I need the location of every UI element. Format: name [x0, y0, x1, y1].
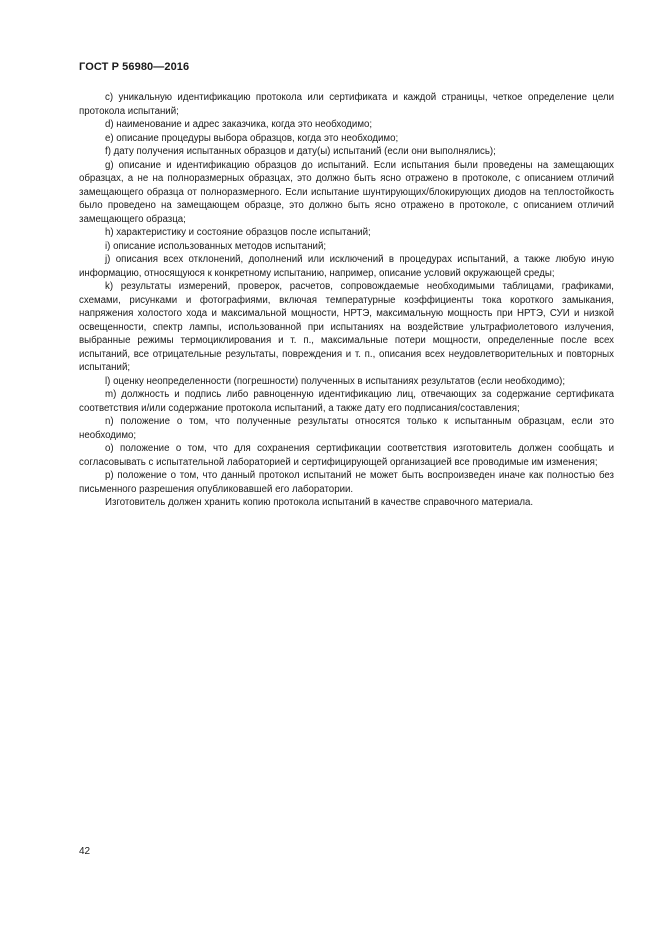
list-item-f: f) дату получения испытанных образцов и дату(ы) испытаний (если они выполнялись);	[105, 146, 496, 157]
page-number: 42	[79, 846, 91, 857]
list-item-e: e) описание процедуры выбора образцов, когда это необходимо;	[105, 132, 399, 144]
list-item-g: g) описание и идентификацию образцов до испытаний. Если испытания были проведены на замещающих образцах, а не на полноразмерных образцах, это должно быть ясно отражено в протоколе, с описанием отличий замещающего образца от полноразмерного. Если испытание шунтирующих/блокирующих диодов на теплостойкость было проведено на замещающем образце, это должно быть ясно отражено в протоколе, с описанием отличий замещающего образца;	[79, 159, 614, 225]
document-body	[79, 91, 614, 510]
list-item-j: j) описания всех отклонений, дополнений или исключений в процедурах испытаний, а также любую иную информацию, относящуюся к конкретному испытанию, например, описание условий окружающей среды;	[79, 254, 614, 279]
list-item-p: p) положение о том, что данный протокол испытаний не может быть воспроизведен иначе как полностью без письменного разрешения опубликовавшей его лаборатории.	[79, 470, 614, 495]
closing-paragraph: Изготовитель должен хранить копию протокола испытаний в качестве справочного материала.	[105, 497, 534, 508]
list-item-d: d) наименование и адрес заказчика, когда это необходимо;	[105, 119, 373, 130]
list-item-n: n) положение о том, что полученные результаты относятся только к испытанным образцам, если это необходимо;	[79, 416, 614, 441]
list-item-m: m) должность и подпись либо равноценную идентификацию лиц, отвечающих за содержание сертификата соответствия и/или содержание протокола испытаний, а также дату его подписания/составления;	[79, 389, 614, 414]
list-item-c: c) уникальную идентификацию протокола или сертификата и каждой страницы, четкое определение цели протокола испытаний;	[79, 92, 614, 117]
list-item-h: h) характеристику и состояние образцов после испытаний;	[105, 227, 371, 238]
list-item-o: o) положение о том, что для сохранения сертификации соответствия изготовитель должен сообщать и согласовывать с испытательной лабораторией и сертифицирующей организацией все проводимые им изменения;	[79, 443, 614, 468]
list-item-l: l) оценку неопределенности (погрешности) полученных в испытаниях результатов (если необходимо);	[105, 375, 566, 387]
list-item-k: k) результаты измерений, проверок, расчетов, сопровождаемые необходимыми таблицами, графиками, схемами, рисунками и фотографиями, включая температурные коэффициенты тока короткого замыкания, напряжения холостого хода и максимальной мощности, НРТЭ, максимальную мощность при НРТЭ, СУИ и низкой освещенности, спектр лампы, использованной при испытаниях на воздействие ультрафиолетового излучения, выбранные режимы термоциклирования и т. п., максимальные потери мощности, определенные после всех испытаний, все отрицательные результаты, повреждения и т. п., описания всех неудовлетворительных и повторных испытаний;	[79, 281, 614, 373]
page-header: ГОСТ Р 56980—2016	[79, 61, 190, 73]
list-item-i: i) описание использованных методов испытаний;	[105, 240, 327, 252]
